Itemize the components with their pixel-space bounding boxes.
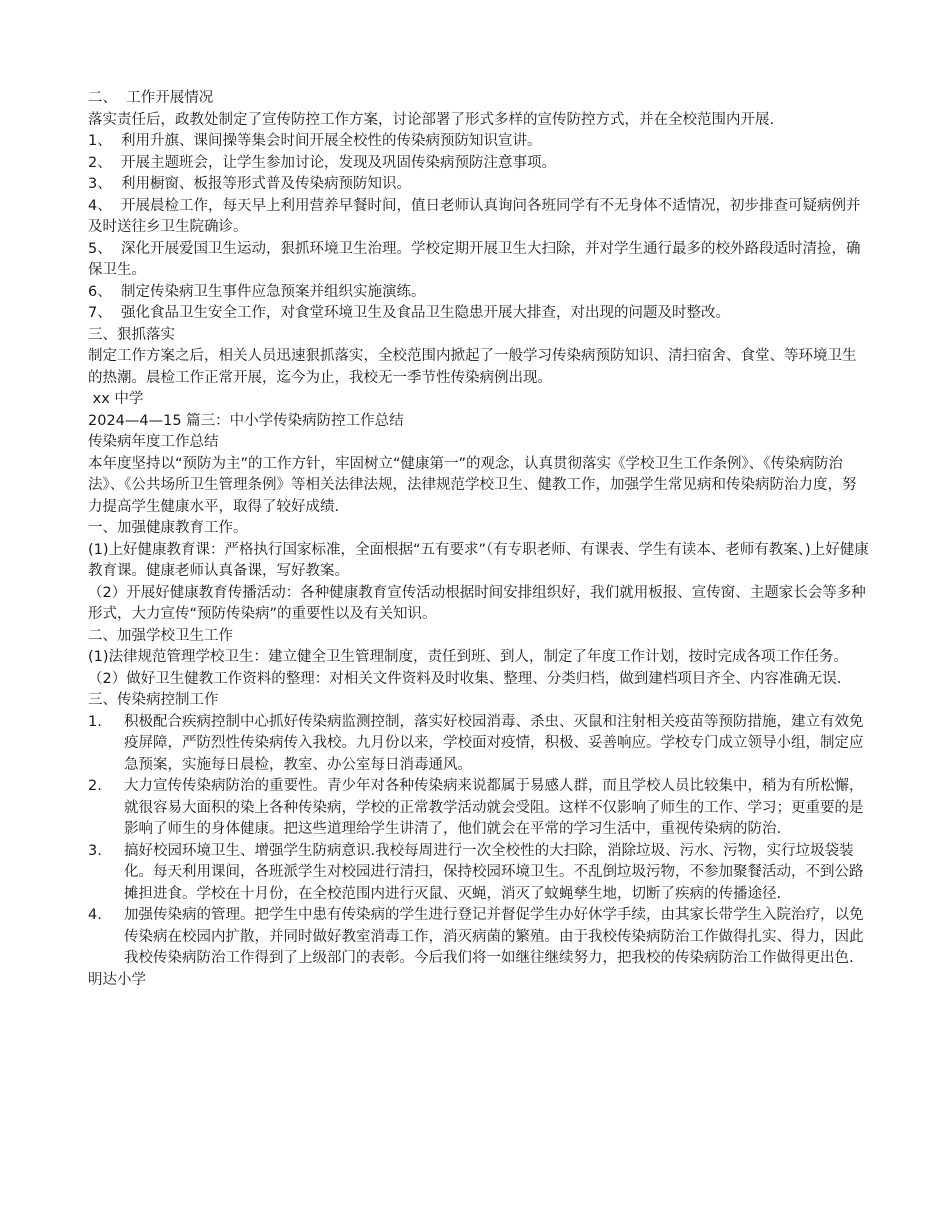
item-text: 积极配合疾病控制中心抓好传染病监测控制，落实好校园消毒、杀虫、灭鼠和注射相关疫苗等预防措施，建立有效免疫屏障，严防烈性传染病传入我校。九月份以来，学校面对疫情，积极、妥善响应。学校专门成立领导小组，制定应急预案，实施每日晨检，教室、办公室每日消毒通风。	[124, 713, 864, 773]
paragraph: 本年度坚持以“预防为主”的工作方针，牢固树立“健康第一”的观念，认真贯彻落实《学校卫生工作条例》、《传染病防治法》、《公共场所卫生管理条例》等相关法律法规，法律规范学校卫生、健教工作，加强学生常见病和传染病防治力度，努力提高学生健康水平，取得了较好成绩.	[88, 455, 857, 515]
section-heading: 二、加强学校卫生工作	[88, 627, 233, 644]
paragraph: (1)法律规范管理学校卫生：建立健全卫生管理制度，责任到班、到人，制定了年度工作计划，按时完成各项工作任务。	[88, 649, 849, 665]
section-heading: 一、加强健康教育工作。	[88, 520, 248, 536]
paragraph: （2）开展好健康教育传播活动：各种健康教育宣传活动根据时间安排组织好，我们就用板报、宣传窗、主题家长会等多种形式，大力宣传“预防传染病”的重要性以及有关知识。	[88, 584, 866, 622]
list-item: 2、 开展主题班会，让学生参加讨论，发现及巩固传染病预防注意事项。	[88, 154, 556, 171]
list-item: 3、 利用橱窗、板报等形式普及传染病预防知识。	[88, 176, 411, 192]
list-item: 5、 深化开展爱国卫生运动，狠抓环境卫生治理。学校定期开展卫生大扫除，并对学生通行最多的校外路段适时清捡，确保卫生。	[88, 240, 861, 278]
numbered-item	[88, 712, 870, 777]
signature-school: xx 中学	[88, 391, 144, 407]
section-heading: 三、传染病控制工作	[88, 692, 219, 708]
item-text: 加强传染病的管理。把学生中患有传染病的学生进行登记并督促学生办好休学手续，由其家长带学生入院治疗，以免传染病在校园内扩散，并同时做好教室消毒工作，消灭病菌的繁殖。由于我校传染病防治工作做得扎实、得力，因此我校传染病防治工作得到了上级部门的表彰。今后我们将一如继往继续努力，把我校的传染病防治工作做得更出色.	[124, 907, 864, 966]
date-line: 2024—4—15 篇三：中小学传染病防控工作总结	[88, 412, 404, 429]
paragraph: 落实责任后，政教处制定了宣传防控工作方案，讨论部署了形式多样的宣传防控方式，并在全校范围内开展.	[88, 111, 775, 128]
paragraph: (1)上好健康教育课：严格执行国家标准，全面根据“五有要求”（有专职老师、有课表、学生有读本、老师有教案、)上好健康教育课。健康老师认真备课，写好教案。	[88, 541, 869, 579]
paragraph: 制定工作方案之后，相关人员迅速狠抓落实，全校范围内掀起了一般学习传染病预防知识、清扫宿舍、食堂、等环境卫生的热潮。晨检工作正常开展，迄今为止，我校无一季节性传染病例出现。	[88, 348, 857, 386]
item-number: 3.	[88, 842, 102, 859]
signature-school: 明达小学	[88, 971, 146, 988]
item-number: 2.	[88, 778, 102, 794]
document-body	[88, 88, 870, 991]
list-item: 7、 强化食品卫生安全工作，对食堂环境卫生及食品卫生隐患开展大排查，对出现的问题及时整改。	[88, 305, 730, 321]
list-item: 1、 利用升旗、课间操等集会时间开展全校性的传染病预防知识宣讲。	[88, 133, 542, 149]
numbered-item	[88, 841, 870, 906]
item-number: 1.	[88, 713, 102, 730]
item-text: 搞好校园环境卫生、增强学生防病意识.我校每周进行一次全校性的大扫除，消除垃圾、污水、污物，实行垃圾袋装化。每天利用课间，各班派学生对校园进行清扫，保持校园环境卫生。不乱倒垃圾污物，不参加聚餐活动，不到公路摊担进食。学校在十月份，在全校范围内进行灭鼠、灭蝇，消灭了蚊蝇孳生地，切断了疾病的传播途径.	[124, 842, 864, 902]
item-number: 4.	[88, 907, 102, 923]
document-title: 传染病年度工作总结	[88, 434, 219, 450]
numbered-item	[88, 776, 870, 841]
paragraph: （2）做好卫生健教工作资料的整理：对相关文件资料及时收集、整理、分类归档，做到建档项目齐全、内容准确无误.	[88, 670, 842, 687]
list-item: 6、 制定传染病卫生事件应急预案并组织实施演练。	[88, 283, 426, 300]
item-text: 大力宣传传染病防治的重要性。青少年对各种传染病来说都属于易感人群，而且学校人员比较集中，稍为有所松懈，就很容易大面积的染上各种传染病，学校的正常教学活动就会受阻。这样不仅影响了师生的工作、学习；更重要的是影响了师生的身体健康。把这些道理给学生讲清了，他们就会在平常的学习生活中，重视传染病的防治.	[124, 778, 864, 837]
numbered-item	[88, 905, 870, 970]
section-heading: 二、 工作开展情况	[88, 90, 214, 106]
section-heading: 三、狠抓落实	[88, 326, 175, 343]
list-item: 4、 开展晨检工作，每天早上利用营养早餐时间，值日老师认真询问各班同学有不无身体不适情况，初步排查可疑病例并及时送往乡卫生院确诊。	[88, 197, 861, 235]
